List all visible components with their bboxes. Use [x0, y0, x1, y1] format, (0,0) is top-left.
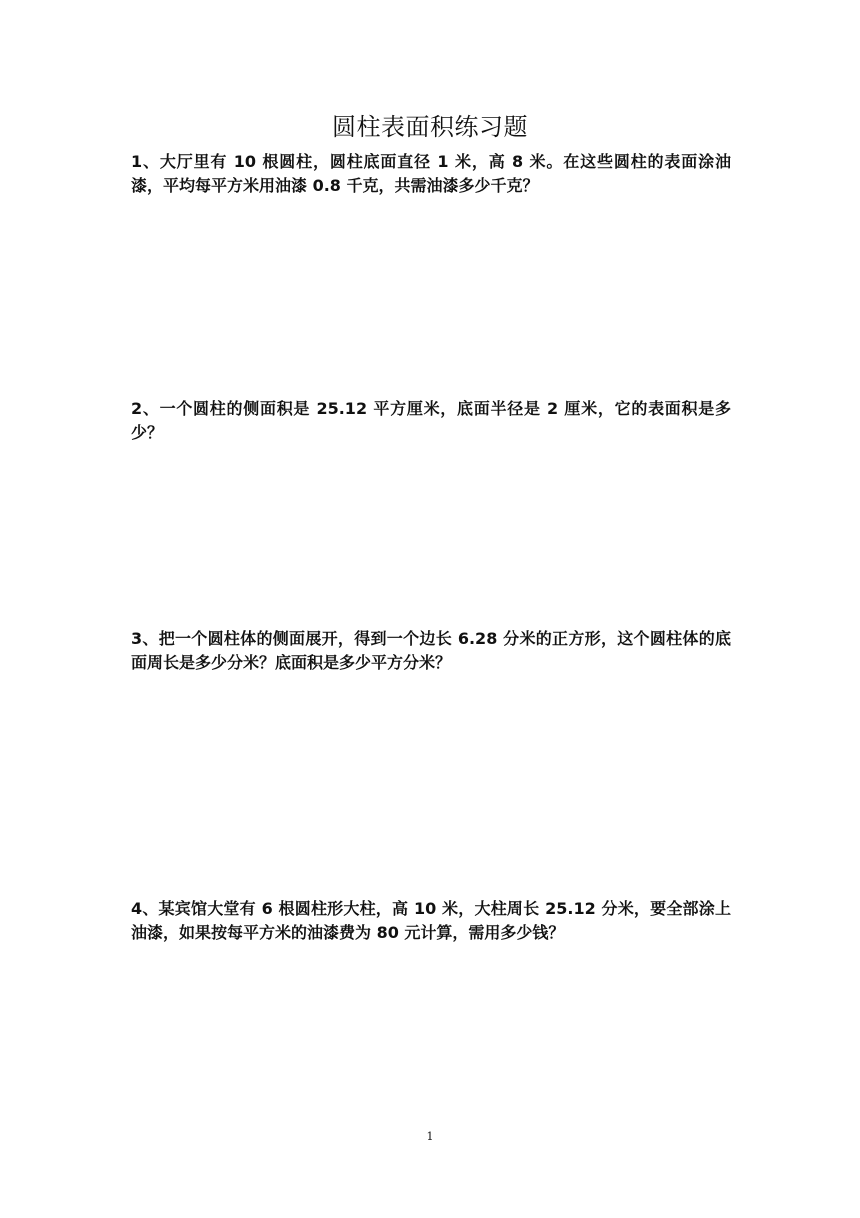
page-number: 1 [426, 1130, 434, 1143]
question-3: 3、把一个圆柱体的侧面展开，得到一个边长 6.28 分米的正方形，这个圆柱体的底面周长是多少分米？底面积是多少平方分米？ [131, 629, 731, 672]
page-title: 圆柱表面积练习题 [332, 113, 528, 141]
question-1: 1、大厅里有 10 根圆柱，圆柱底面直径 1 米，高 8 米。在这些圆柱的表面涂油漆，平均每平方米用油漆 0.8 千克，共需油漆多少千克？ [131, 152, 731, 195]
question-2: 2、一个圆柱的侧面积是 25.12 平方厘米，底面半径是 2 厘米，它的表面积是多少？ [131, 399, 731, 442]
question-4: 4、某宾馆大堂有 6 根圆柱形大柱，高 10 米，大柱周长 25.12 分米，要全部涂上油漆，如果按每平方米的油漆费为 80 元计算，需用多少钱？ [131, 899, 731, 942]
